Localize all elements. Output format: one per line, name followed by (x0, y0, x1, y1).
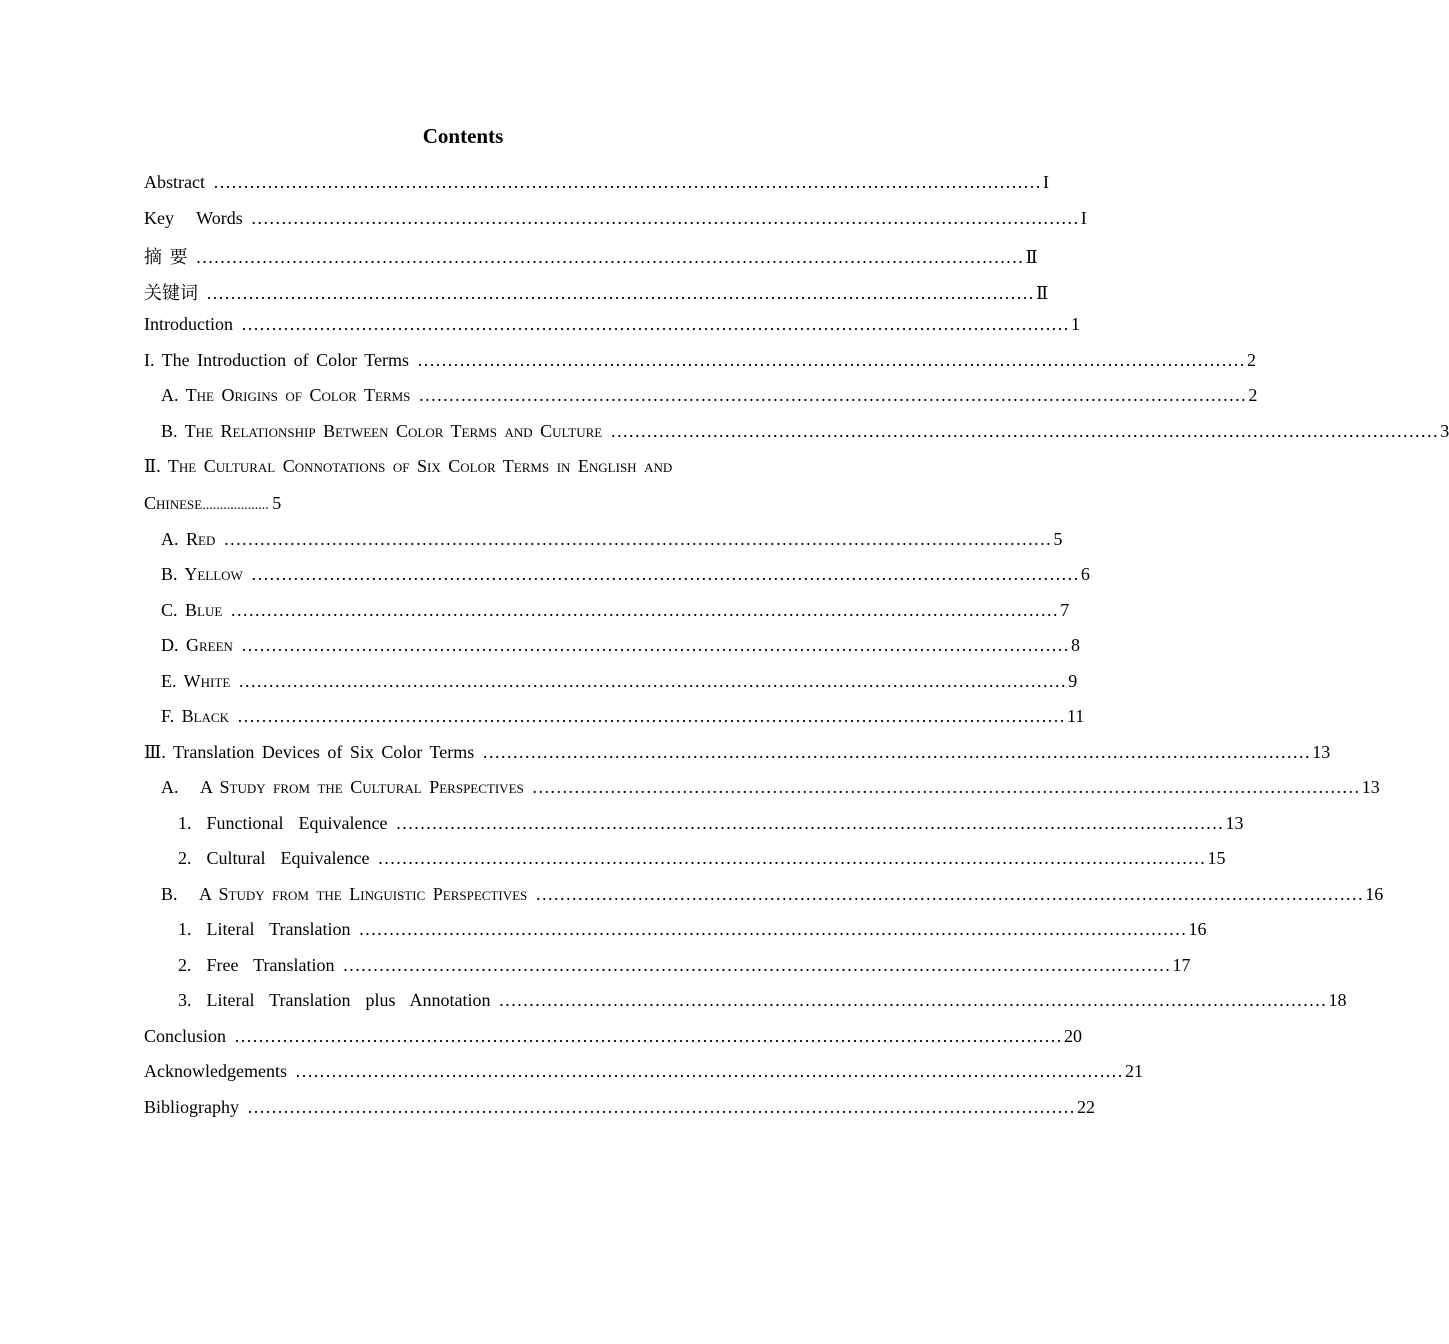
toc-entry-chapter-2[interactable] (144, 456, 807, 493)
toc-entry-conclusion[interactable] (144, 1025, 1083, 1062)
dot-leader: ………………………………………………………………………………………………………………………… (342, 954, 1171, 975)
toc-entry-page: 13 (1225, 812, 1244, 833)
dot-leader: ………………………………………………………………………………………………………………………… (395, 812, 1224, 833)
dot-leader: ………………………………………………………………………………………………………………………… (294, 1061, 1123, 1081)
toc-entry-label: Chinese (144, 493, 203, 513)
toc-entry-label: Abstract (144, 172, 205, 192)
toc-entry-chapter-2-continued[interactable] (144, 493, 807, 529)
toc-entry-2c[interactable] (144, 599, 1070, 636)
toc-entry-acknowledgements[interactable] (144, 1061, 1143, 1097)
toc-entry-chapter-3[interactable] (144, 741, 1331, 778)
dot-leader: ………………………………………………………………………………………………………………………… (240, 314, 1069, 334)
dot-leader: ………………………………………………………………………………………………………………………… (206, 282, 1034, 303)
toc-entry-2b[interactable] (144, 564, 1090, 600)
toc-entry-label: B. Yellow (161, 564, 243, 584)
dot-leader: ………………………………………………………………………………………………………………………… (212, 172, 1041, 192)
toc-entry-label: 3. Literal Translation plus Annotation (178, 990, 491, 1010)
toc-entry-1a[interactable] (144, 385, 1258, 421)
dot-leader: ………………………………………………………………………………………………………………………… (250, 207, 1079, 228)
toc-entry-bibliography[interactable] (144, 1096, 1095, 1133)
toc-entry-guanjianci[interactable] (144, 279, 1049, 315)
toc-entry-label: F. Black (161, 706, 229, 726)
dot-leader: ………………………………………………………………………………………………………………………… (236, 706, 1065, 726)
toc-entry-page: 8 (1070, 635, 1080, 655)
toc-entry-3b[interactable] (144, 883, 1384, 920)
toc-entry-label: A. The Origins of Color Terms (161, 385, 411, 405)
toc-entry-page: 22 (1077, 1096, 1095, 1117)
dot-leader: ………………………………………………………………………………………………………………………… (238, 670, 1067, 691)
toc-entry-2a[interactable] (144, 528, 1063, 565)
toc-entry-page: I (1080, 207, 1087, 228)
dot-leader: ………………………………………………………………………………………………………………………… (482, 741, 1311, 762)
toc-entry-3a2[interactable] (144, 848, 1226, 884)
toc-entry-label: Conclusion (144, 1025, 227, 1046)
toc-entry-page: 2 (1247, 349, 1257, 370)
dot-leader: ………………………………………………………………………………………………………………………… (230, 599, 1059, 620)
toc-entry-label: 2. Free Translation (178, 954, 335, 975)
toc-entry-label: Introduction (144, 314, 233, 334)
toc-entry-page: 5 (272, 493, 282, 513)
toc-entry-3a1[interactable] (144, 812, 1244, 849)
toc-entry-2e[interactable] (144, 670, 1078, 707)
toc-entry-label: 1. Literal Translation (178, 919, 351, 939)
toc-entry-label: D. Green (161, 635, 233, 655)
toc-entry-3a[interactable] (144, 777, 1380, 813)
dot-leader: ………………………………………………………………………………………………………………………… (610, 420, 1439, 441)
dot-leader: ………………………………………………………………………………………………………………………… (358, 919, 1187, 939)
dot-leader: ………………………………………………………………………………………………………………………… (418, 385, 1247, 405)
toc-entry-label: C. Blue (161, 599, 223, 620)
toc-entry-label: Bibliography (144, 1096, 239, 1117)
table-of-contents (144, 172, 1449, 1132)
toc-entry-3b1[interactable] (144, 919, 1207, 955)
toc-entry-2d[interactable] (144, 635, 1080, 671)
dot-leader: ………………………………………………………………………………………………………………………… (247, 1096, 1075, 1117)
dot-leader: ………………………………………………………………………………………………………………………… (240, 635, 1069, 655)
toc-entry-page: 7 (1060, 599, 1070, 620)
toc-entry-label: Ⅲ. Translation Devices of Six Color Terms (144, 741, 475, 762)
toc-entry-label: E. White (161, 670, 231, 691)
dot-leader: ………………………………………………………………………………………………………………………… (234, 1025, 1063, 1046)
page-title: Contents (422, 124, 504, 148)
toc-entry-page: 13 (1361, 777, 1380, 797)
toc-entry-label: 关键词 (144, 282, 198, 303)
toc-entry-page: 11 (1066, 706, 1085, 726)
toc-entry-label: 2. Cultural Equivalence (178, 848, 370, 868)
dot-leader: ………………………………………………………………………………………………………………………… (535, 883, 1364, 904)
dot-leader: ………………………………………………………………………………………………………………………… (250, 564, 1079, 584)
toc-entry-chapter-1[interactable] (144, 349, 1257, 386)
toc-entry-introduction[interactable] (144, 314, 1080, 350)
toc-entry-abstract[interactable] (144, 172, 1049, 208)
toc-entry-label: I. The Introduction of Color Terms (144, 349, 410, 370)
toc-entry-label: Ⅱ. The Cultural Connotations of Six Color Terms in English and (144, 456, 673, 476)
toc-entry-page: 17 (1172, 954, 1191, 975)
toc-entry-key-words[interactable] (144, 207, 1087, 244)
toc-entry-page: 6 (1080, 564, 1090, 584)
toc-entry-1b[interactable] (144, 420, 1449, 457)
dot-leader: ………………………………………………………………………………………………………………………… (531, 777, 1360, 797)
toc-entry-2f[interactable] (144, 706, 1085, 742)
toc-entry-page: 3 (1440, 420, 1449, 441)
dot-leader: ………………………………………………………………………………………………………………………… (498, 990, 1327, 1010)
dot-leader: ………………………………………………………………………………………………………………………… (195, 247, 1024, 267)
toc-entry-page: Ⅱ (1036, 282, 1049, 303)
toc-entry-page: 5 (1053, 528, 1063, 549)
toc-entry-label: B. A Study from the Linguistic Perspectives (161, 883, 528, 904)
toc-entry-page: I (1042, 172, 1049, 192)
toc-entry-label: 1. Functional Equivalence (178, 812, 388, 833)
dot-leader: ………………………………………………………………………………………………………………………… (223, 528, 1052, 549)
toc-entry-label: Acknowledgements (144, 1061, 287, 1081)
toc-entry-page: 20 (1064, 1025, 1083, 1046)
dot-leader: ………………………………………………………………………………………………………………………… (377, 848, 1206, 868)
toc-entry-label: A. A Study from the Cultural Perspectives (161, 777, 524, 797)
toc-entry-page: 13 (1312, 741, 1331, 762)
toc-entry-page: Ⅱ (1025, 247, 1038, 267)
toc-entry-page: 16 (1188, 919, 1207, 939)
toc-entry-label: B. The Relationship Between Color Terms and Culture (161, 420, 603, 441)
toc-entry-page: 21 (1124, 1061, 1143, 1081)
toc-entry-label: Key Words (144, 207, 243, 228)
toc-entry-page: 2 (1248, 385, 1258, 405)
toc-entry-page: 15 (1207, 848, 1226, 868)
toc-entry-label: 摘 要 (144, 247, 188, 267)
dot-leader: ................... (202, 498, 273, 513)
toc-entry-page: 1 (1070, 314, 1080, 334)
toc-entry-3b2[interactable] (144, 954, 1191, 991)
toc-entry-3b3[interactable] (144, 990, 1347, 1026)
dot-leader: ………………………………………………………………………………………………………………………… (417, 349, 1246, 370)
toc-entry-label: A. Red (161, 528, 216, 549)
toc-entry-zhaiyao[interactable] (144, 243, 1038, 279)
toc-entry-page: 9 (1068, 670, 1078, 691)
toc-entry-page: 16 (1365, 883, 1384, 904)
toc-entry-page: 18 (1328, 990, 1347, 1010)
